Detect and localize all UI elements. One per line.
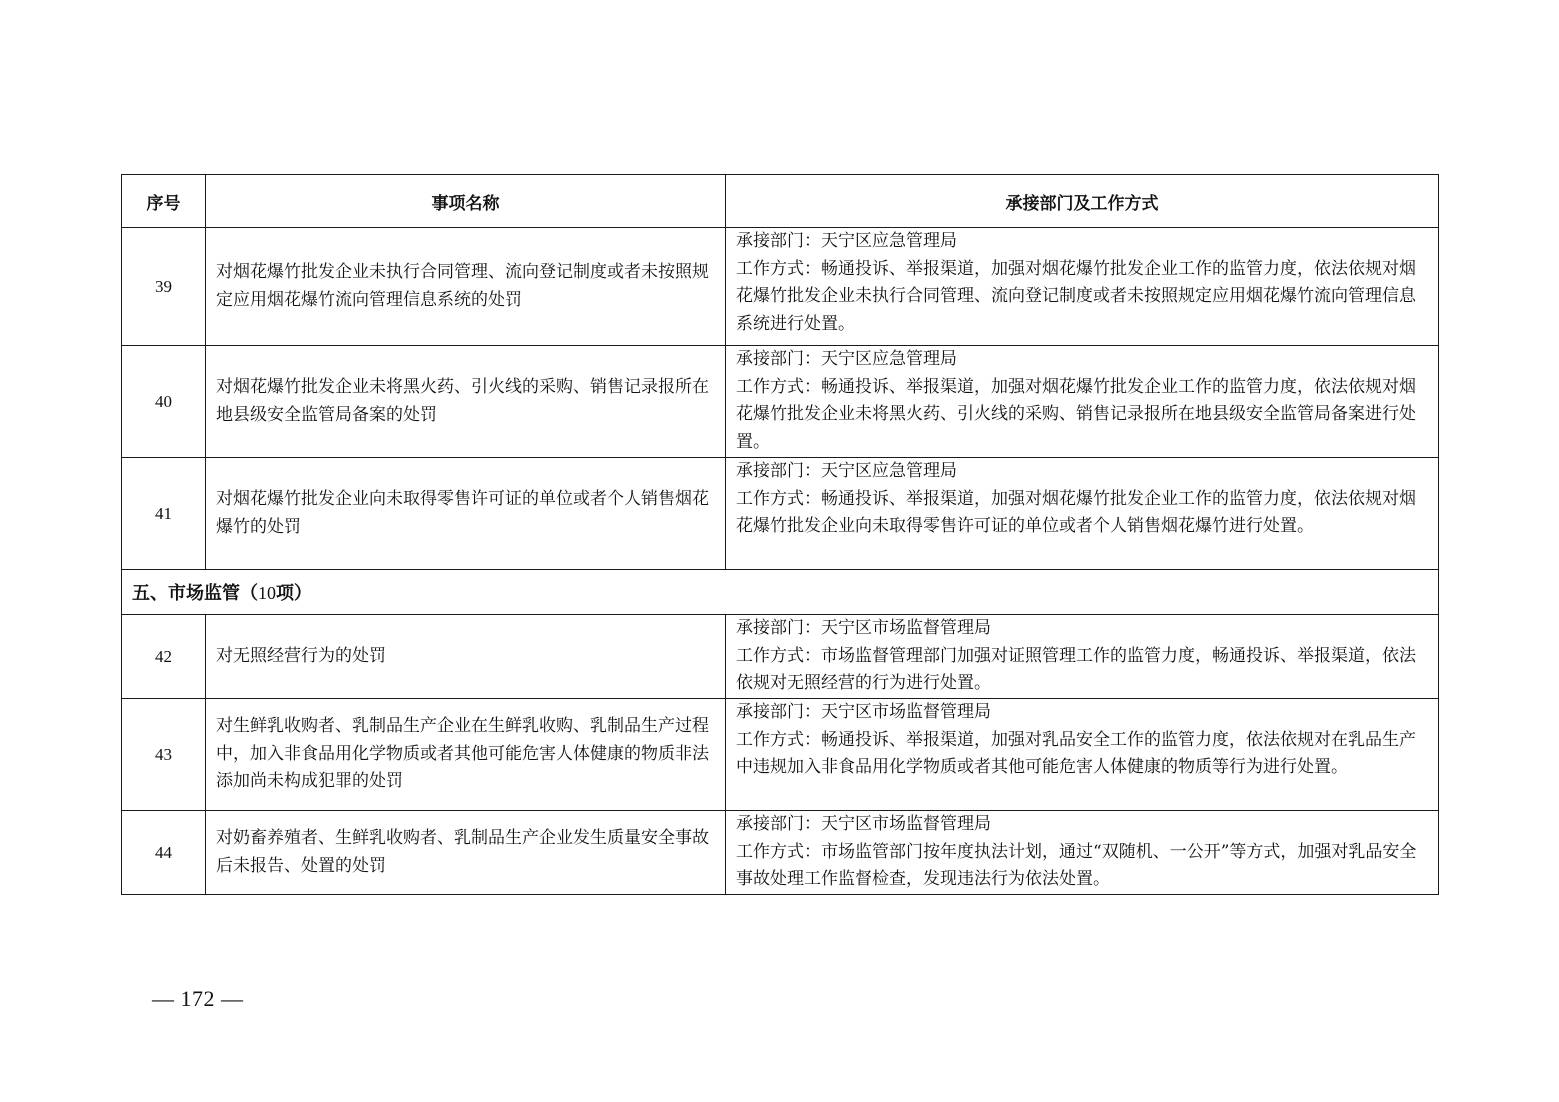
row-item-name: 对烟花爆竹批发企业向未取得零售许可证的单位或者个人销售烟花爆竹的处罚	[206, 458, 726, 570]
row-item-name: 对烟花爆竹批发企业未执行合同管理、流向登记制度或者未按照规定应用烟花爆竹流向管理信息系统的处罚	[206, 228, 726, 346]
row-number: 42	[122, 615, 206, 699]
matters-table	[121, 174, 1439, 895]
row-department-method	[726, 615, 1439, 699]
table-row	[122, 811, 1439, 895]
row-number: 39	[122, 228, 206, 346]
page-number: — 172 —	[152, 986, 244, 1011]
row-item-name: 对无照经营行为的处罚	[206, 615, 726, 699]
table-row	[122, 699, 1439, 811]
header-item-name: 事项名称	[206, 175, 726, 228]
row-work-method: 工作方式：畅通投诉、举报渠道，加强对烟花爆竹批发企业工作的监管力度，依法依规对烟花爆竹批发企业未将黑火药、引火线的采购、销售记录报所在地县级安全监管局备案进行处置。	[736, 376, 1416, 452]
row-item-name: 对生鲜乳收购者、乳制品生产企业在生鲜乳收购、乳制品生产过程中，加入非食品用化学物质或者其他可能危害人体健康的物质非法添加尚未构成犯罪的处罚	[206, 699, 726, 811]
row-work-method: 工作方式：市场监督管理部门加强对证照管理工作的监管力度，畅通投诉、举报渠道，依法依规对无照经营的行为进行处置。	[736, 645, 1416, 693]
row-department-method	[726, 458, 1439, 570]
row-department-method	[726, 346, 1439, 458]
section-row	[122, 570, 1439, 615]
row-department: 承接部门：天宁区市场监督管理局	[736, 618, 991, 638]
row-work-method: 工作方式：畅通投诉、举报渠道，加强对烟花爆竹批发企业工作的监管力度，依法依规对烟花爆竹批发企业向未取得零售许可证的单位或者个人销售烟花爆竹进行处置。	[736, 488, 1416, 536]
row-number: 40	[122, 346, 206, 458]
row-department: 承接部门：天宁区市场监督管理局	[736, 702, 991, 722]
header-department-method: 承接部门及工作方式	[726, 175, 1439, 228]
row-number: 44	[122, 811, 206, 895]
row-item-name: 对奶畜养殖者、生鲜乳收购者、乳制品生产企业发生质量安全事故后未报告、处置的处罚	[206, 811, 726, 895]
row-department-method	[726, 699, 1439, 811]
table-row	[122, 615, 1439, 699]
table-row	[122, 458, 1439, 570]
table-row	[122, 346, 1439, 458]
section-title-suffix: 项）	[276, 583, 312, 604]
row-work-method: 工作方式：畅通投诉、举报渠道，加强对乳品安全工作的监管力度，依法依规对在乳品生产中违规加入非食品用化学物质或者其他可能危害人体健康的物质等行为进行处置。	[736, 729, 1416, 777]
row-work-method: 工作方式：市场监管部门按年度执法计划，通过“双随机、一公开”等方式，加强对乳品安全事故处理工作监督检查，发现违法行为依法处置。	[736, 841, 1417, 889]
row-number: 43	[122, 699, 206, 811]
section-title-prefix: 五、市场监管（	[132, 583, 258, 604]
row-number: 41	[122, 458, 206, 570]
row-department: 承接部门：天宁区应急管理局	[736, 231, 957, 251]
row-department: 承接部门：天宁区应急管理局	[736, 461, 957, 481]
row-department: 承接部门：天宁区市场监督管理局	[736, 814, 991, 834]
header-serial-number: 序号	[122, 175, 206, 228]
row-department-method	[726, 811, 1439, 895]
row-department-method	[726, 228, 1439, 346]
section-count: 10	[258, 583, 276, 603]
row-item-name: 对烟花爆竹批发企业未将黑火药、引火线的采购、销售记录报所在地县级安全监管局备案的处罚	[206, 346, 726, 458]
section-heading	[122, 570, 1439, 615]
table-header-row	[122, 175, 1439, 228]
table-row	[122, 228, 1439, 346]
row-work-method: 工作方式：畅通投诉、举报渠道，加强对烟花爆竹批发企业工作的监管力度，依法依规对烟花爆竹批发企业未执行合同管理、流向登记制度或者未按照规定应用烟花爆竹流向管理信息系统进行处置。	[736, 258, 1416, 334]
row-department: 承接部门：天宁区应急管理局	[736, 349, 957, 369]
